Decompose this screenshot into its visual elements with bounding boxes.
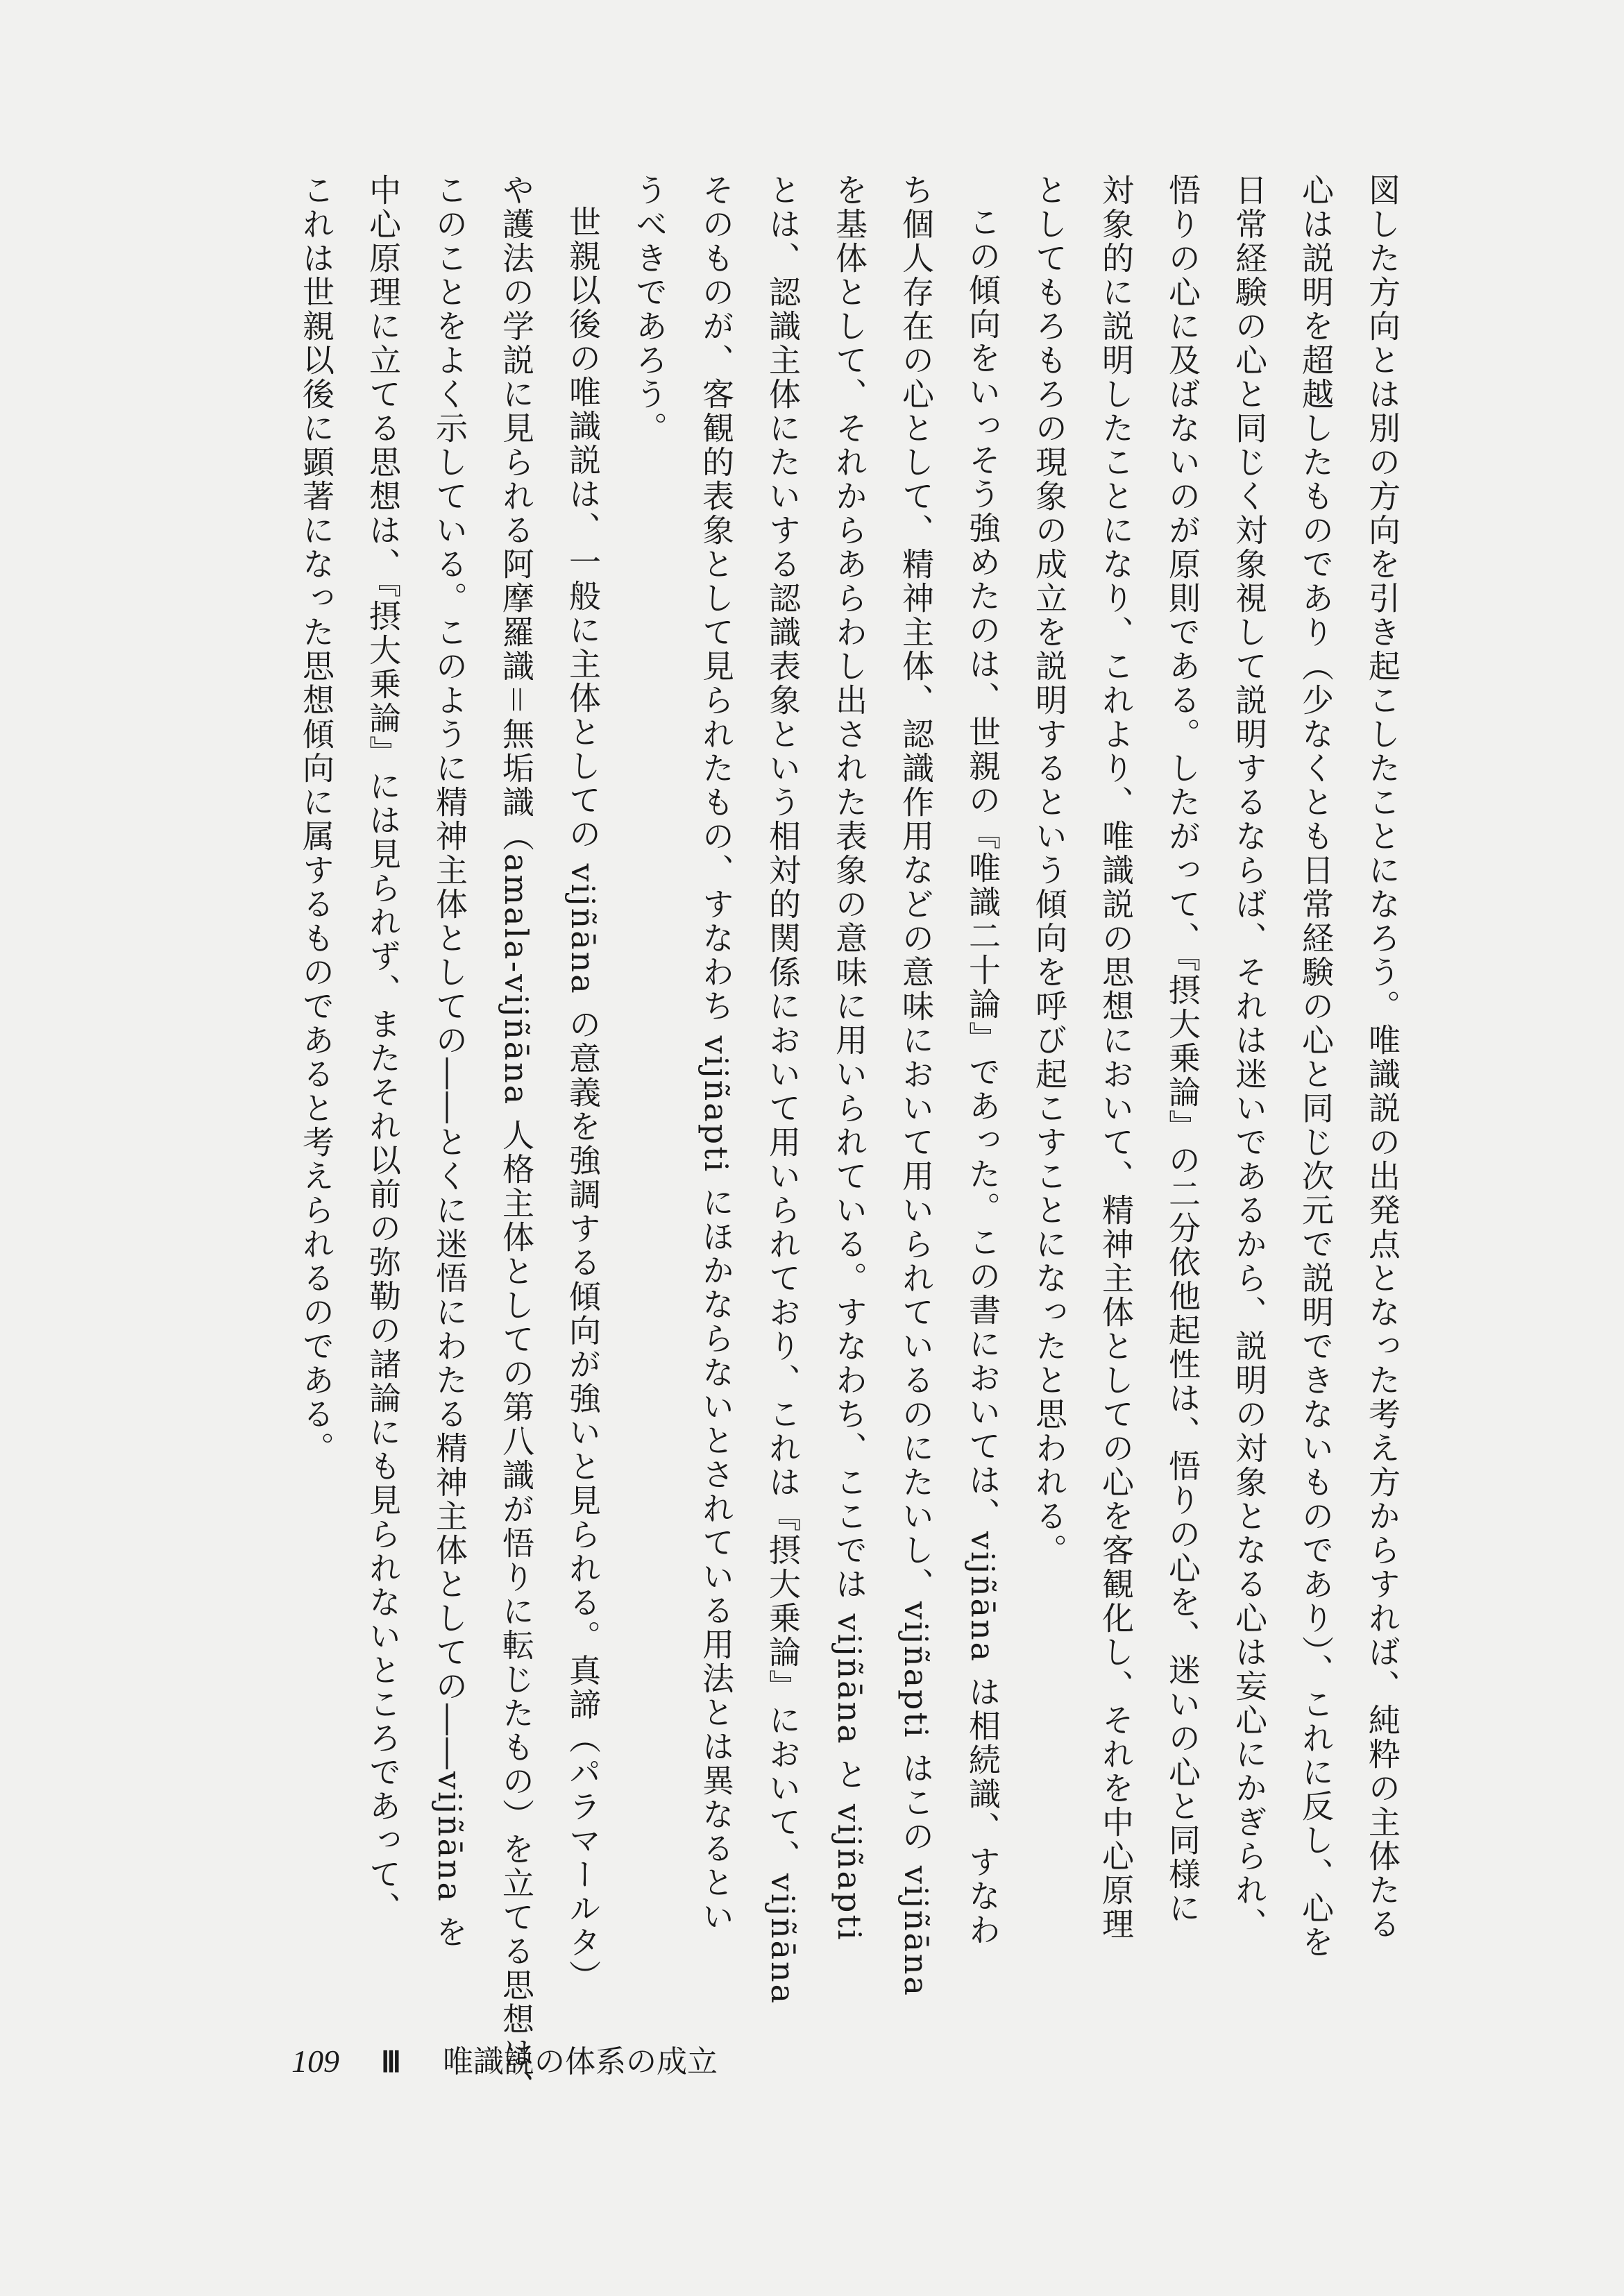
text-column: このことをよく示している。このように精神主体としての――とくに迷悟にわたる精神主体としての――vijñāna を <box>431 173 468 1950</box>
text-column: 中心原理に立てる思想は、『摂大乗論』には見られず、またそれ以前の弥勒の諸論にも見られないところであって、 <box>364 173 402 1925</box>
text-column: そのものが、客観的表象として見られたもの、すなわち vijñapti にほかならないとされている用法とは異なるとい <box>697 173 735 1934</box>
chapter-numeral: Ⅲ <box>381 2047 401 2079</box>
page-number: 109 <box>291 2043 339 2079</box>
text-column: 図した方向とは別の方向を引き起こしたことになろう。唯識説の出発点となった考え方からすれば、純粋の主体たる <box>1364 173 1401 1941</box>
text-column: これは世親以後に顕著になった思想傾向に属するものであると考えられるのである。 <box>298 173 335 1465</box>
text-column: を基体として、それからあらわし出された表象の意味に用いられている。すなわち、ここでは vijñāna と vijñapti <box>831 173 868 1942</box>
text-column: や護法の学説に見られる阿摩羅識＝無垢識（amala-vijñāna 人格主体としての第八識が悟りに転じたもの）を立てる思想は、 <box>498 173 535 2104</box>
text-column: 対象的に説明したことになり、これより、唯識説の思想において、精神主体としての心を客観化し、それを中心原理 <box>1097 173 1135 1941</box>
text-column: としてもろもろの現象の成立を説明するという傾向を呼び起こすことになったと思われる。 <box>1031 173 1068 1567</box>
page-footer <box>291 2036 718 2081</box>
text-column: ち個人存在の心として、精神主体、認識作用などの意味において用いられているのにたいし、vijñapti はこの vijñāna <box>897 173 935 1998</box>
text-column: とは、認識主体にたいする認識表象という相対的関係において用いられており、これは『摂大乗論』において、vijñāna <box>764 173 802 2006</box>
text-column: この傾向をいっそう強めたのは、世親の『唯識二十論』であった。この書においては、vijñāna は相続識、すなわ <box>964 205 1001 1948</box>
text-column: 日常経験の心と同じく対象視して説明するならば、それは迷いであるから、説明の対象となる心は妄心にかぎられ、 <box>1230 173 1268 1941</box>
chapter-title: 唯識説の体系の成立 <box>442 2044 718 2080</box>
text-column: 心は説明を超越したものであり（少なくとも日常経験の心と同じ次元で説明できないものであり）、これに反し、心を <box>1297 173 1335 1959</box>
text-column: 悟りの心に及ばないのが原則である。したがって、『摂大乗論』の二分依他起性は、悟りの心を、迷いの心と同様に <box>1164 173 1201 1925</box>
text-column: 世親以後の唯識説は、一般に主体としての vijñāna の意義を強調する傾向が強いと見られる。真諦（パラマールタ） <box>564 205 602 1994</box>
text-column: うべきであろう。 <box>631 173 668 445</box>
